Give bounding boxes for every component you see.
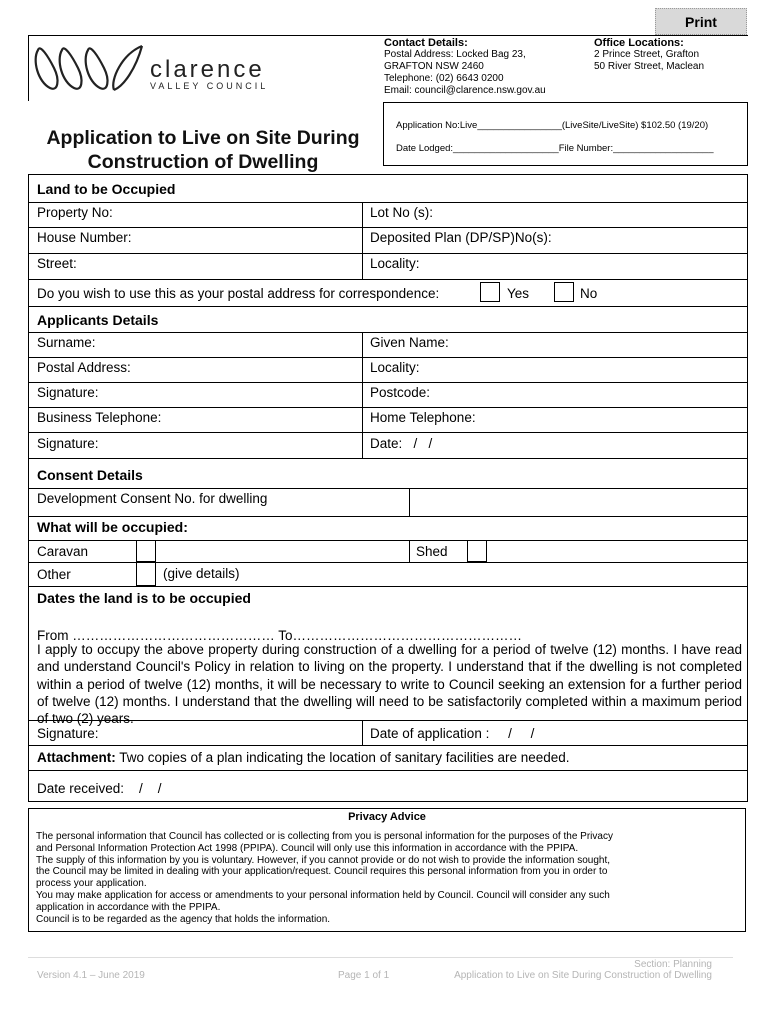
clarence-logo-icon [30, 40, 148, 98]
footer-section: Section: Planning [634, 959, 712, 970]
declaration-signature-field[interactable]: Signature: [37, 726, 99, 741]
contact-details [384, 37, 546, 97]
privacy-line: You may make application for access or amendments to your personal information held by Council. Council will consider any such [36, 889, 610, 901]
divider [28, 458, 748, 459]
date-received-field[interactable]: Date received: / / [37, 781, 162, 796]
contact-email: Email: council@clarence.nsw.gov.au [384, 85, 546, 96]
date-field[interactable]: Date: / / [370, 436, 433, 451]
contact-heading: Contact Details: [384, 37, 468, 49]
divider [28, 202, 748, 203]
postal-yes-checkbox[interactable] [480, 282, 500, 302]
attachment-label: Attachment: [37, 750, 116, 765]
privacy-title: Privacy Advice [348, 811, 426, 823]
print-button[interactable]: Print [655, 8, 747, 35]
divider [28, 488, 748, 489]
section-heading-occupied: What will be occupied: [37, 519, 188, 535]
from-to-field[interactable]: From ……………………………………… To…………………………………………… [37, 628, 523, 643]
section-heading-applicants: Applicants Details [37, 312, 159, 328]
divider [28, 407, 748, 408]
shed-label: Shed [416, 544, 448, 559]
divider [28, 586, 748, 587]
lot-no-field[interactable]: Lot No (s): [370, 205, 434, 220]
divider [28, 516, 748, 517]
divider [28, 745, 748, 746]
attachment-note [37, 750, 570, 766]
column-divider [362, 202, 363, 279]
postcode-field[interactable]: Postcode: [370, 385, 431, 400]
privacy-line: application in accordance with the PPIPA. [36, 901, 221, 913]
caravan-checkbox[interactable] [136, 540, 156, 562]
brand-name: clarence [150, 56, 265, 83]
contact-line: Telephone: (02) 6643 0200 [384, 73, 504, 84]
privacy-text [36, 831, 742, 925]
date-lodged-line: Date Lodged:____________________File Number:___________________ [396, 143, 714, 154]
privacy-line: Council is to be regarded as the agency that holds the information. [36, 913, 331, 925]
office-use-box [383, 102, 748, 166]
office-heading: Office Locations: [594, 37, 684, 49]
column-divider [409, 488, 410, 516]
divider [28, 253, 748, 254]
postal-no-checkbox[interactable] [554, 282, 574, 302]
date-of-application-field[interactable]: Date of application : / / [370, 726, 535, 741]
column-divider [409, 540, 410, 562]
deposited-plan-field[interactable]: Deposited Plan (DP/SP)No(s): [370, 230, 552, 245]
footer-doc-title: Application to Live on Site During Construction of Dwelling [454, 970, 712, 981]
privacy-line: process your application. [36, 878, 147, 890]
brand-subtitle: VALLEY COUNCIL [150, 81, 269, 91]
divider [28, 382, 748, 383]
footer-page: Page 1 of 1 [338, 970, 390, 981]
yes-label: Yes [507, 286, 530, 301]
attachment-text: Two copies of a plan indicating the location of sanitary facilities are needed. [115, 750, 570, 765]
signature-field[interactable]: Signature: [37, 385, 99, 400]
given-name-field[interactable]: Given Name: [370, 335, 449, 350]
divider [28, 332, 748, 333]
privacy-line: The personal information that Council has collected or is collecting from you is personal information for the purposes of the Privacy [36, 831, 613, 842]
divider [28, 357, 748, 358]
other-checkbox[interactable] [136, 562, 156, 586]
signature-field-2[interactable]: Signature: [37, 436, 99, 451]
declaration-text: I apply to occupy the above property during construction of a dwelling for a period of twelve (12) months. I have read and understand Council's Policy in relation to living on the property. I understand that if the dwelling is not completed within a period of twelve (12) months, it will be necessary to write to Council seeking an extension for a further period of twelve (12) months. I understand that the dwelling will need to be satisfactorily completed within a maximum period of two (2) years. [37, 642, 742, 727]
no-label: No [580, 286, 598, 301]
divider [28, 432, 748, 433]
privacy-line: The supply of this information by you is voluntary. However, if you cannot provide or do not wish to provide the information sought, [36, 854, 611, 866]
divider [28, 306, 748, 307]
section-heading-dates: Dates the land is to be occupied [37, 590, 251, 606]
privacy-line: and Personal Information Protection Act 1998 (PPIPA). Council will only use this information in accordance with the PPIPA. [36, 842, 579, 854]
contact-line: GRAFTON NSW 2460 [384, 61, 484, 72]
column-divider [362, 332, 363, 458]
property-no-field[interactable]: Property No: [37, 205, 113, 220]
divider [28, 279, 748, 280]
give-details-label: (give details) [163, 566, 240, 581]
footer-divider [28, 957, 733, 958]
house-number-field[interactable]: House Number: [37, 230, 132, 245]
other-label: Other [37, 567, 71, 582]
divider [28, 227, 748, 228]
locality-field[interactable]: Locality: [370, 256, 420, 271]
page-title [28, 126, 378, 174]
development-consent-field[interactable]: Development Consent No. for dwelling [37, 491, 268, 506]
home-telephone-field[interactable]: Home Telephone: [370, 410, 476, 425]
office-locations [594, 37, 704, 73]
section-heading-consent: Consent Details [37, 467, 143, 483]
footer-version: Version 4.1 – June 2019 [37, 970, 145, 981]
privacy-line: the Council may be limited in dealing with your application/request. Council requires this personal information from you in order to [36, 866, 608, 878]
title-line: Construction of Dwelling [87, 151, 319, 173]
contact-line: Postal Address: Locked Bag 23, [384, 49, 526, 60]
shed-checkbox[interactable] [467, 540, 487, 562]
application-no-line: Application No:Live________________(LiveSite/LiveSite) $102.50 (19/20) [396, 120, 709, 131]
postal-address-field[interactable]: Postal Address: [37, 360, 131, 375]
office-line: 2 Prince Street, Grafton [594, 49, 700, 60]
caravan-label: Caravan [37, 544, 89, 559]
section-heading-land: Land to be Occupied [37, 181, 176, 197]
office-line: 50 River Street, Maclean [594, 61, 705, 72]
divider [28, 770, 748, 771]
surname-field[interactable]: Surname: [37, 335, 96, 350]
applicant-locality-field[interactable]: Locality: [370, 360, 420, 375]
street-field[interactable]: Street: [37, 256, 77, 271]
postal-address-question: Do you wish to use this as your postal address for correspondence: [37, 286, 440, 301]
business-telephone-field[interactable]: Business Telephone: [37, 410, 162, 425]
title-line: Application to Live on Site During [46, 127, 360, 149]
